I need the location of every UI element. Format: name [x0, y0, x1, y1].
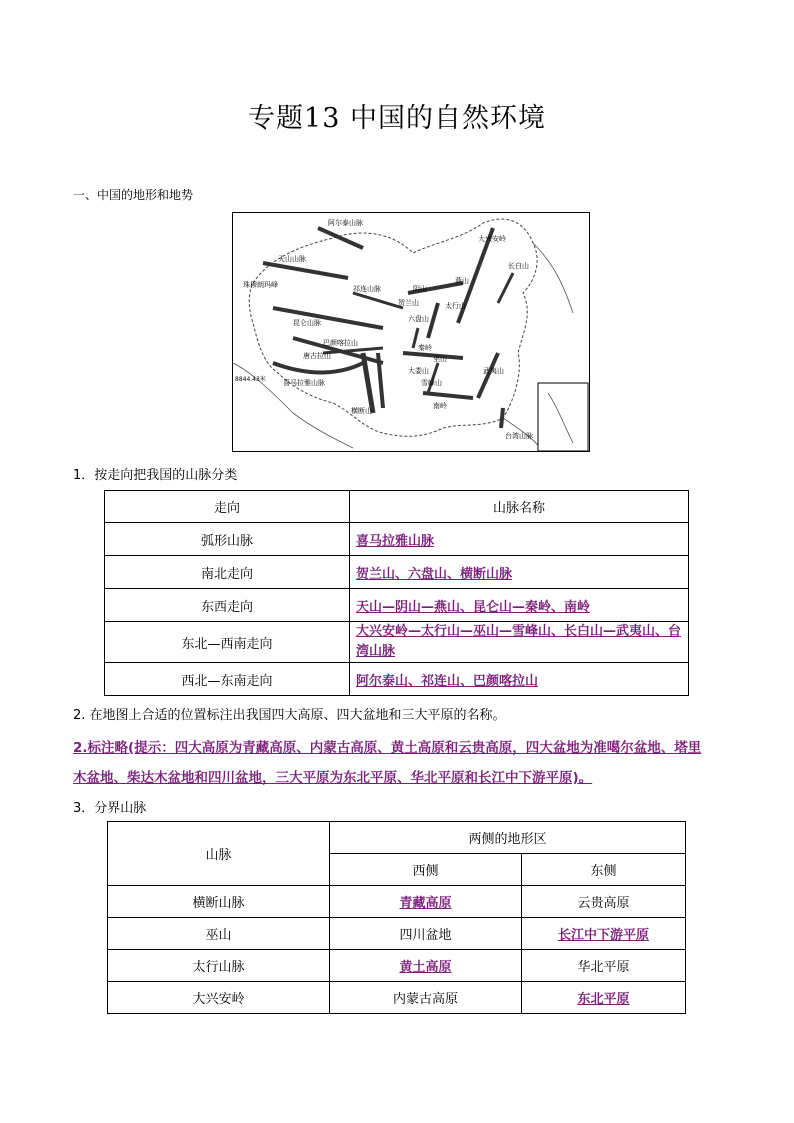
map-label: 武夷山	[483, 367, 504, 375]
table-cell: 巫山	[108, 918, 330, 950]
section-heading: 一、中国的地形和地势	[73, 188, 194, 202]
question-1: 1．按走向把我国的山脉分类	[73, 468, 238, 483]
table-cell: 东北—西南走向	[105, 622, 350, 663]
map-label: 贺兰山	[398, 299, 419, 307]
answer-text: 木盆地、柴达木盆地和四川盆地，三大平原为东北平原、华北平原和长江中下游平原)。	[73, 770, 593, 786]
question-3: 3．分界山脉	[73, 801, 147, 816]
table-row	[105, 663, 689, 696]
map-label: 唐古拉山	[303, 352, 331, 360]
table-cell: 东西走向	[105, 589, 350, 622]
table-row	[105, 523, 689, 556]
table-header-row	[105, 491, 689, 523]
map-label: 天山山脉	[278, 255, 306, 263]
table-cell: 西北—东南走向	[105, 663, 350, 696]
table-header: 东侧	[522, 854, 686, 886]
table-header: 西侧	[330, 854, 522, 886]
map-label: 阿尔泰山脉	[328, 219, 363, 227]
map-label: 秦岭	[418, 344, 432, 352]
answer-cell: 黄土高原	[330, 950, 522, 982]
table-row	[108, 982, 686, 1014]
map-label: 六盘山	[408, 315, 429, 323]
map-label: 巴颜喀拉山	[323, 339, 358, 347]
mountain-direction-table	[104, 490, 689, 696]
map-label: 雪峰山	[421, 379, 442, 387]
map-label: 长白山	[508, 262, 529, 270]
china-terrain-map	[232, 212, 590, 452]
table-row	[105, 556, 689, 589]
map-label: 大娄山	[408, 367, 429, 375]
map-label: 喜马拉雅山脉	[283, 379, 325, 387]
page-title: 专题13 中国的自然环境	[248, 103, 546, 134]
map-label: 南岭	[433, 402, 447, 410]
answer-cell: 天山—阴山—燕山、昆仑山—秦岭、南岭	[350, 589, 689, 622]
table-cell: 云贵高原	[522, 886, 686, 918]
map-label: 祁连山脉	[353, 285, 381, 293]
answer-text: 2.标注略(提示：四大高原为青藏高原、内蒙古高原、黄土高原和云贵高原，四大盆地为准噶尔盆地、塔里	[73, 740, 702, 756]
table-header: 走向	[105, 491, 350, 523]
table-cell: 弧形山脉	[105, 523, 350, 556]
answer-cell: 长江中下游平原	[522, 918, 686, 950]
answer-cell: 东北平原	[522, 982, 686, 1014]
table-row	[105, 589, 689, 622]
answer-cell: 大兴安岭—太行山—巫山—雪峰山、长白山—武夷山、台湾山脉	[350, 622, 689, 663]
table-cell: 南北走向	[105, 556, 350, 589]
map-drawing	[233, 213, 589, 451]
answer-cell: 贺兰山、六盘山、横断山脉	[350, 556, 689, 589]
table-header: 山脉名称	[350, 491, 689, 523]
table-header: 山脉	[108, 822, 330, 886]
map-label: 台湾山脉	[505, 432, 533, 440]
table-row	[108, 886, 686, 918]
table-cell: 四川盆地	[330, 918, 522, 950]
table-row	[108, 918, 686, 950]
answer-cell: 喜马拉雅山脉	[350, 523, 689, 556]
boundary-mountain-table	[107, 821, 686, 1014]
map-label: 昆仑山脉	[293, 319, 321, 327]
table-row	[108, 950, 686, 982]
question-2: 2. 在地图上合适的位置标注出我国四大高原、四大盆地和三大平原的名称。	[73, 708, 506, 723]
map-label: 横断山	[351, 407, 372, 415]
table-cell: 横断山脉	[108, 886, 330, 918]
map-label: 阴山	[413, 285, 427, 293]
map-label: 太行山	[445, 302, 466, 310]
map-label: 大兴安岭	[478, 235, 506, 243]
map-label: 8844.43米	[235, 376, 266, 383]
map-label: 巫山	[433, 355, 447, 363]
answer-cell: 阿尔泰山、祁连山、巴颜喀拉山	[350, 663, 689, 696]
table-cell: 太行山脉	[108, 950, 330, 982]
table-header-row	[108, 822, 686, 854]
table-cell: 华北平原	[522, 950, 686, 982]
map-label: 燕山	[455, 277, 469, 285]
answer-cell: 青藏高原	[330, 886, 522, 918]
table-header: 两侧的地形区	[330, 822, 686, 854]
table-row	[105, 622, 689, 663]
map-label: 珠穆朗玛峰	[243, 281, 278, 289]
table-cell: 内蒙古高原	[330, 982, 522, 1014]
table-cell: 大兴安岭	[108, 982, 330, 1014]
